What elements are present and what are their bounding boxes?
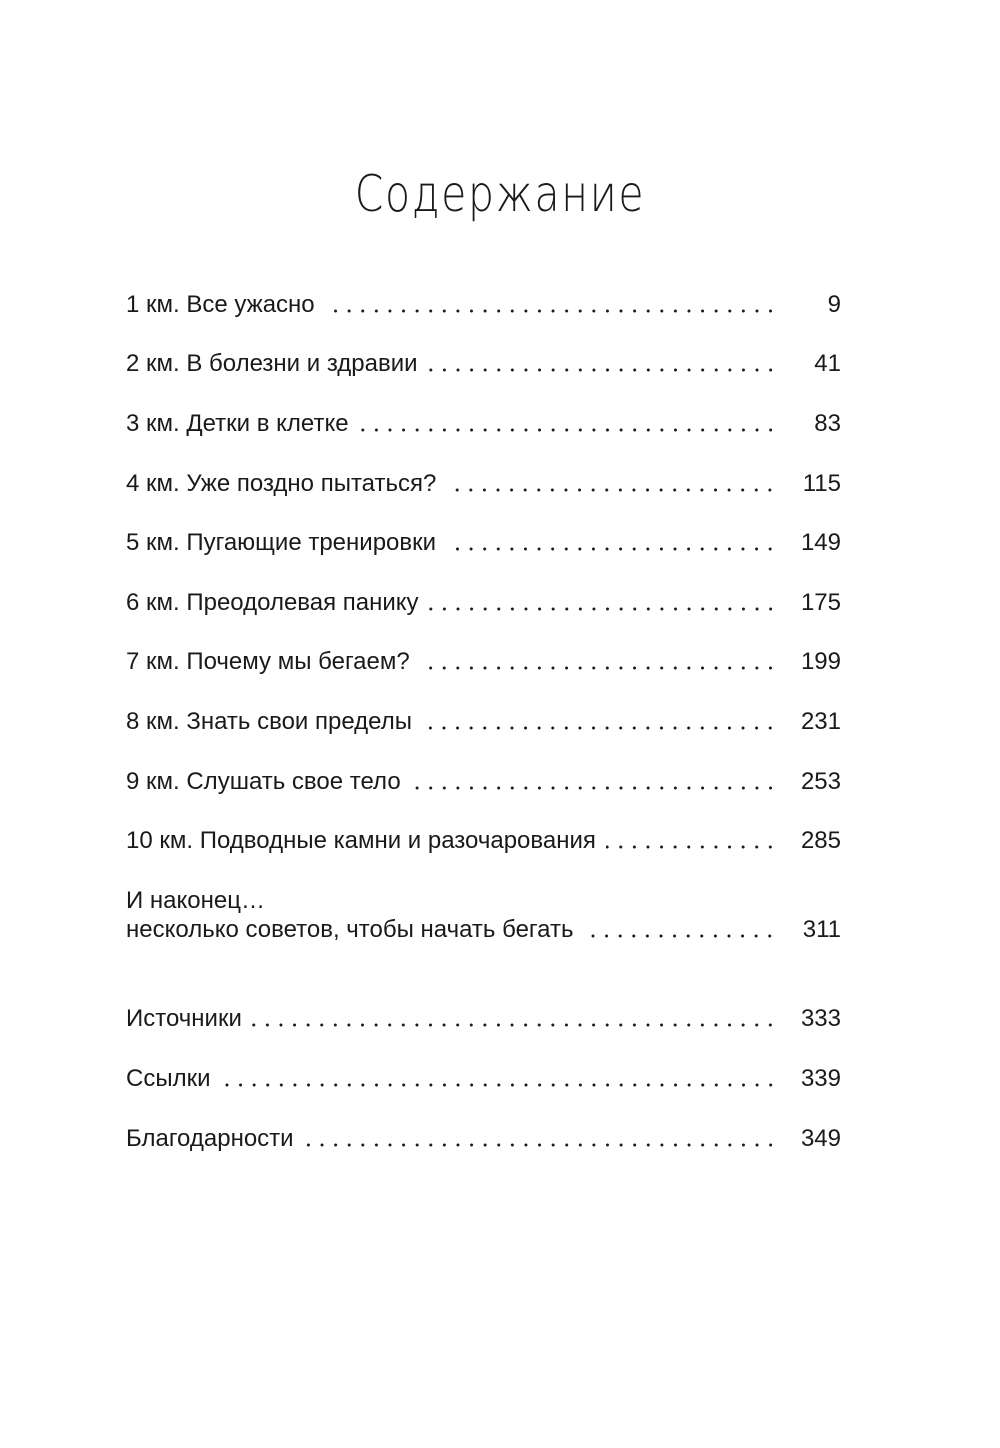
toc-entry-label: Благодарности: [126, 1124, 294, 1152]
toc-entry-label: 5 км. Пугающие тренировки: [126, 529, 437, 557]
toc-entry-label: И наконец…: [126, 886, 265, 914]
table-of-contents: [126, 275, 841, 1168]
toc-entry-label: 7 км. Почему мы бегаем?: [126, 648, 410, 676]
toc-entry-page: 115: [802, 469, 841, 497]
toc-entry-label: 8 км. Знать свои пределы: [126, 707, 412, 735]
toc-entry-chapter[interactable]: [126, 335, 841, 395]
dot-leader: [428, 367, 777, 373]
toc-entry-chapter[interactable]: [126, 275, 841, 335]
toc-entry-chapter[interactable]: [126, 394, 841, 454]
dot-leader: [359, 427, 777, 433]
dot-leader: [429, 606, 777, 612]
toc-entry-back-matter[interactable]: [126, 990, 841, 1050]
toc-entry-chapter[interactable]: [126, 573, 841, 633]
toc-entry-chapter[interactable]: [126, 752, 841, 812]
toc-entry-label: 4 км. Уже поздно пытаться?: [126, 469, 437, 497]
dot-leader: [325, 308, 777, 314]
toc-entry-label: несколько советов, чтобы начать бегать: [126, 916, 574, 944]
toc-entry-page: 333: [800, 1005, 841, 1033]
toc-entry-page: 9: [827, 290, 841, 318]
dot-leader: [304, 1142, 777, 1148]
toc-entry-chapter[interactable]: [126, 692, 841, 752]
toc-entry-label: Ссылки: [126, 1064, 211, 1092]
toc-entry-label: 3 км. Детки в клетке: [126, 409, 349, 437]
toc-entry-page: 311: [802, 916, 841, 944]
dot-leader: [446, 546, 777, 552]
toc-entry-back-matter[interactable]: [126, 1109, 841, 1169]
toc-entry-back-matter[interactable]: [126, 1049, 841, 1109]
toc-entry-label: 6 км. Преодолевая панику: [126, 588, 419, 616]
toc-entry-label: 10 км. Подводные камни и разочарования: [126, 827, 596, 855]
toc-entry-page: 339: [800, 1064, 841, 1092]
toc-entry-label: 2 км. В болезни и здравии: [126, 350, 418, 378]
toc-entry-page: 41: [814, 350, 841, 378]
toc-entry-page: 253: [800, 767, 841, 795]
toc-entry-page: 149: [800, 529, 841, 557]
toc-entry-chapter[interactable]: [126, 454, 841, 514]
toc-entry-chapter[interactable]: [126, 633, 841, 693]
toc-entry-page: 199: [800, 648, 841, 676]
dot-leader: [446, 487, 777, 493]
toc-entry-page: 83: [814, 409, 841, 437]
toc-entry-page: 175: [800, 588, 841, 616]
toc-entry-chapter[interactable]: [126, 513, 841, 573]
toc-entry-page: 349: [800, 1124, 841, 1152]
dot-leader: [422, 725, 777, 731]
dot-leader: [252, 1022, 777, 1028]
dot-leader: [411, 785, 777, 791]
dot-leader: [606, 844, 777, 850]
toc-entry-page: 231: [800, 707, 841, 735]
page-title: Содержание: [354, 165, 646, 223]
toc-entry-chapter[interactable]: [126, 811, 841, 871]
toc-entry-page: 285: [800, 827, 841, 855]
toc-entry-label: 1 км. Все ужасно: [126, 290, 315, 318]
toc-entry-label: 9 км. Слушать свое тело: [126, 767, 401, 795]
dot-leader: [221, 1082, 778, 1088]
toc-entry-label: Источники: [126, 1005, 242, 1033]
dot-leader: [420, 665, 777, 671]
toc-entry-finale[interactable]: [126, 911, 841, 950]
dot-leader: [583, 933, 777, 939]
